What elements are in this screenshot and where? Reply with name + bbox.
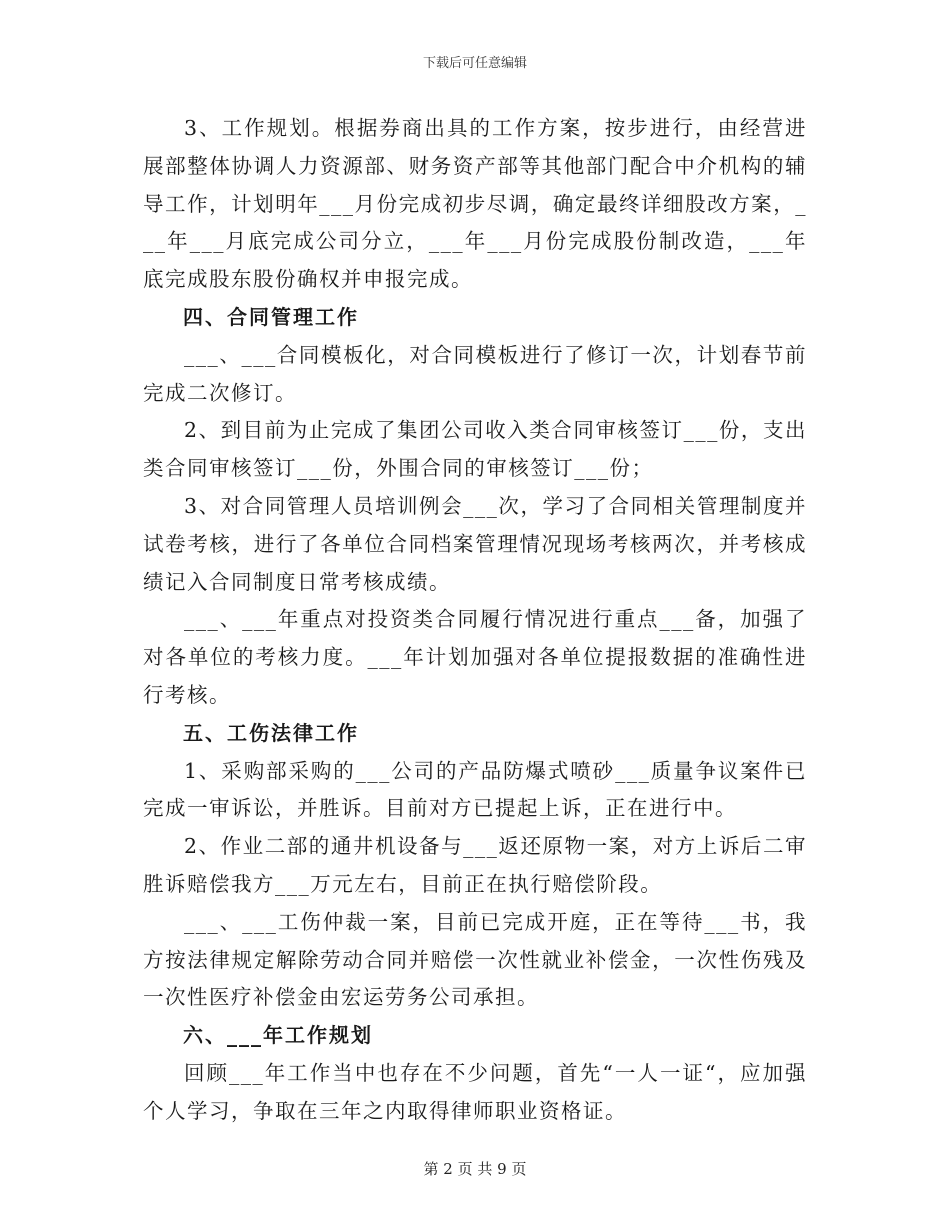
section-heading-contract-management: 四、合同管理工作 [183,304,359,329]
paragraph-work-plan: 3、工作规划。根据券商出具的工作方案，按步进行，由经营进展部整体协调人力资源部、财务资产部等其他部门配合中介机构的辅导工作，计划明年___月份完成初步尽调，确定最终详细股改方案，___年___月底完成公司分立，___年___月份完成股份制改造，___年底完成股东股份确权并申报完成。 [143,116,807,292]
paragraph-equipment-case: 2、作业二部的通井机设备与___返还原物一案，对方上诉后二审胜诉赔偿我方___万元左右，目前正在执行赔偿阶段。 [143,834,807,896]
page-footer: 第 2 页 共 9 页 [423,1160,527,1178]
paragraph-contract-training: 3、对合同管理人员培训例会___次，学习了合同相关管理制度并试卷考核，进行了各单位合同档案管理情况现场考核两次，并考核成绩记入合同制度日常考核成绩。 [143,493,807,594]
paragraph-injury-arbitration: ___、___工伤仲裁一案，目前已完成开庭，正在等待___书，我方按法律规定解除劳动合同并赔偿一次性就业补偿金，一次性伤残及一次性医疗补偿金由宏运劳务公司承担。 [143,909,807,1010]
paragraph-quality-dispute: 1、采购部采购的___公司的产品防爆式喷砂___质量争议案件已完成一审诉讼，并胜诉。目前对方已提起上诉，正在进行中。 [143,758,807,821]
page-header: 下载后可任意编辑 [422,56,527,71]
paragraph-investment-contracts: ___、___年重点对投资类合同履行情况进行重点___备，加强了对各单位的考核力度。___年计划加强对各单位提报数据的准确性进行考核。 [143,607,807,707]
document-body [143,110,807,1131]
section-heading-legal-work: 五、工伤法律工作 [183,720,359,745]
paragraph-contract-template: ___、___合同模板化，对合同模板进行了修订一次，计划春节前完成二次修订。 [143,342,807,405]
paragraph-review: 回顾___年工作当中也存在不少问题，首先“一人一证“，应加强个人学习，争取在三年之内取得律师职业资格证。 [143,1060,807,1123]
paragraph-contract-review: 2、到目前为止完成了集团公司收入类合同审核签订___份，支出类合同审核签订___份，外围合同的审核签订___份； [143,418,807,481]
section-heading-work-plan: 六、___年工作规划 [183,1023,373,1048]
